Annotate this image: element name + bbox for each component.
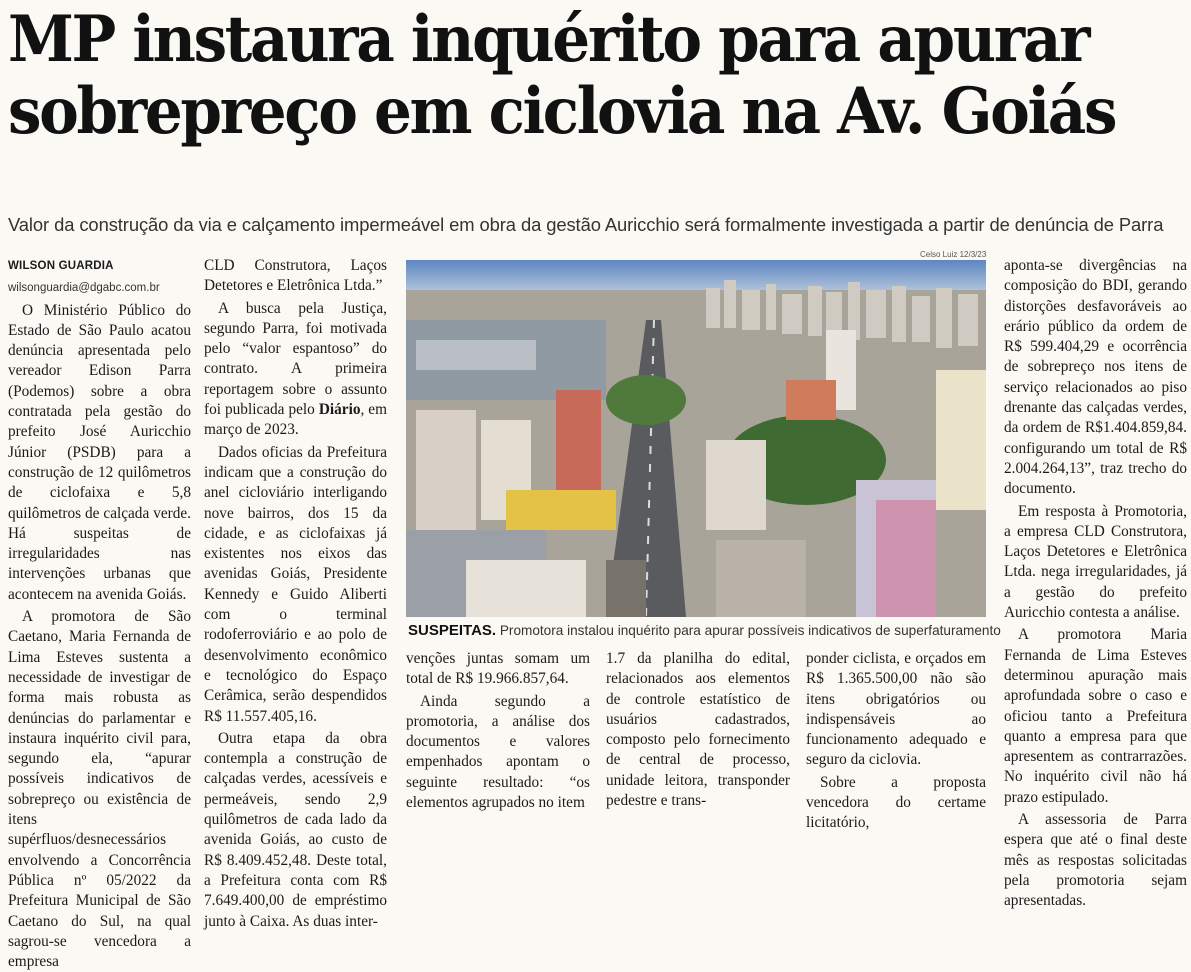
- paragraph: A promotora Maria Fernanda de Lima Esteves determinou apuração mais aprofundada sobre o caso e oficiou tanto a Prefeitura quanto a empresa para que apresentem as contrarrazões. No inquérito civil não há prazo estipulado.: [1004, 626, 1187, 806]
- paragraph: ponder ciclista, e orçados em R$ 1.365.500,00 não são itens obrigatórios ou indispensáveis ao funcionamento adequado e seguro da ciclovia.: [806, 650, 986, 769]
- photo-caption: [408, 622, 1001, 639]
- byline-author: WILSON GUARDIA: [8, 260, 114, 272]
- paragraph: Sobre a proposta vencedora do certame licitatório,: [806, 773, 986, 832]
- article-column-1: [8, 256, 191, 972]
- paragraph: [204, 299, 387, 441]
- paragraph: Outra etapa da obra contempla a construção de calçadas verdes, acessíveis e permeáveis, sendo 2,9 quilômetros de cada lado da avenida Goiás, ao custo de R$ 8.409.452,48. Deste total, a Prefeitura conta com R$ 7.649.400,00 de empréstimo junto à Caixa. As duas inter-: [204, 729, 387, 930]
- paragraph: CLD Construtora, Laços Detetores e Eletrônica Ltda.”: [204, 257, 387, 295]
- headline-line-2: sobrepreço em ciclovia na Av. Goiás: [8, 74, 1116, 149]
- paragraph: venções juntas somam um total de R$ 19.966.857,64.: [406, 650, 590, 688]
- paragraph: A assessoria de Parra espera que até o final deste mês as respostas solicitadas pela promotoria sejam apresentadas.: [1004, 811, 1187, 910]
- photo-credit: Celso Luiz 12/3/23: [920, 250, 987, 259]
- caption-tag: SUSPEITAS.: [408, 622, 497, 639]
- paragraph-text: , em março de 2023.: [204, 401, 387, 439]
- article-column-5: [806, 649, 986, 834]
- headline: [8, 2, 1116, 149]
- article-column-4: [606, 649, 790, 811]
- article-column-3: [406, 649, 590, 813]
- paragraph: O Ministério Público do Estado de São Paulo acatou denúncia apresentada pelo vereador Edison Parra (Podemos) sobre a obra contratada pela gestão do prefeito José Auricchio Júnior (PSDB) para a construção de 12 quilômetros de ciclofaixa e 5,8 quilômetros de calçada verde. Há suspeitas de irregularidades nas intervenções urbanas que acontecem na avenida Goiás.: [8, 301, 191, 603]
- photo-illustration: [406, 260, 986, 617]
- paragraph: aponta-se divergências na composição do BDI, gerando distorções desfavoráveis ao erário público da ordem de R$ 599.404,29 e ocorrência de sobrepreço nos itens de serviço relacionados ao piso drenante das calçadas verdes, da ordem de R$1.404.859,84. configurando um total de R$ 2.004.264,13”, traz trecho do documento.: [1004, 257, 1187, 498]
- article-column-6: [1004, 256, 1187, 912]
- paragraph: A promotora de São Caetano, Maria Fernanda de Lima Esteves sustenta a necessidade de investigar de forma mais robusta as denúncias do parlamentar e instaura inquérito civil para, segundo ela, “apurar possíveis indicativos de sobrepreço ou existência de itens supérfluos/desnecessários envolvendo a Concorrência Pública nº 05/2022 da Prefeitura Municipal de São Caetano do Sul, na qual sagrou-se vencedora a empresa: [8, 608, 191, 971]
- subheadline: Valor da construção da via e calçamento impermeável em obra da gestão Auricchio será formalmente investigada a partir de denúncia de Parra: [8, 214, 1164, 235]
- paragraph: Em resposta à Promotoria, a empresa CLD Construtora, Laços Detetores e Eletrônica Ltda. nega irregularidades, já a gestão do prefeito Auricchio contesta a análise.: [1004, 502, 1187, 622]
- city-aerial-photo: [406, 260, 986, 617]
- byline-email: wilsonguardia@dgabc.com.br: [8, 282, 160, 295]
- headline-line-1: MP instaura inquérito para apurar: [8, 2, 1089, 77]
- article-column-2: [204, 256, 387, 932]
- paragraph-text: A busca pela Justiça, segundo Parra, foi motivada pelo “valor espantoso” do contrato. A primeira reportagem sobre o assunto foi publicada pelo: [204, 299, 387, 419]
- paragraph: Ainda segundo a promotoria, a análise dos documentos e valores empenhados apontam o seguinte resultado: “os elementos agrupados no item: [406, 692, 590, 812]
- newspaper-name: Diário: [318, 401, 361, 419]
- caption-text: Promotora instalou inquérito para apurar possíveis indicativos de superfaturamento: [496, 623, 1001, 638]
- paragraph: 1.7 da planilha do edital, relacionados aos elementos de controle estatístico de usuários cadastrados, composto pelo fornecimento de central de processo, unidade leitora, transponder pedestre e trans-: [606, 650, 790, 810]
- paragraph: Dados oficias da Prefeitura indicam que a construção do anel cicloviário interligando nove bairros, dos 15 da cidade, e as ciclofaixas já existentes nos eixos das avenidas Goiás, Presidente Kennedy e Guido Aliberti com o terminal rodoferroviário e ao polo de desenvolvimento econômico e tecnológico do Espaço Cerâmica, serão despendidos R$ 11.557.405,16.: [204, 443, 387, 725]
